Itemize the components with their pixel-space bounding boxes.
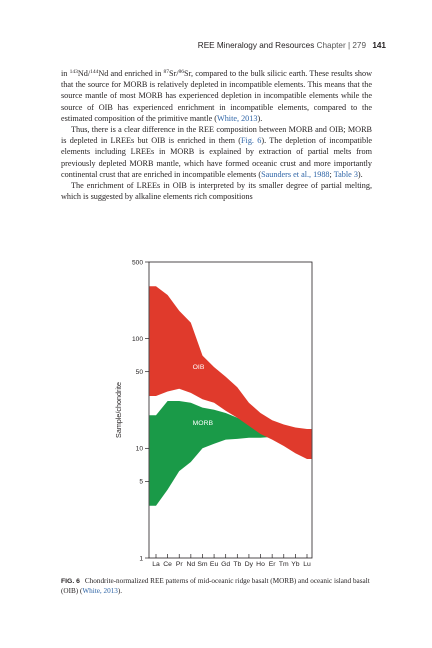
p2-text-d: ). xyxy=(357,169,363,179)
p1-text-d: Sr/ xyxy=(168,69,179,78)
y-tick-label-50: 50 xyxy=(135,368,143,376)
book-title: REE Mineralogy and Resources xyxy=(197,41,315,50)
p1-text-a: in xyxy=(61,69,70,78)
y-tick-label-10: 10 xyxy=(135,445,143,453)
caption-citation-white-2013[interactable]: White, 2013 xyxy=(82,586,118,595)
p1-text-e: Sr, compared to the bulk silicic earth. These results show that the source for MORB is relatively depleted in incompatible elements. This means that the source mantle of most MORB has experienced depletion in incompatible elements while the source of OIB has experienced enrichment in incompatible elements, compared to the estimated composition of the primitive mantle ( xyxy=(61,69,372,123)
x-tick-label-Eu: Eu xyxy=(209,561,219,568)
y-tick-label-1: 1 xyxy=(139,555,143,563)
x-tick-label-Pr: Pr xyxy=(175,561,183,568)
p1-isotope-3: 87 xyxy=(163,69,169,75)
citation-white-2013[interactable]: White, 2013 xyxy=(216,113,258,123)
y-tick-label-100: 100 xyxy=(131,335,143,343)
citation-saunders-1988[interactable]: Saunders et al., 1988 xyxy=(261,169,330,179)
x-tick-label-Lu: Lu xyxy=(303,561,311,568)
p1-text-c: Nd and enriched in xyxy=(98,69,164,78)
y-tick-label-5: 5 xyxy=(139,478,143,486)
page-number: 141 xyxy=(372,41,386,50)
series-band-morb xyxy=(150,401,312,506)
annotation-oib: OIB xyxy=(192,364,205,372)
caption-text-end: ). xyxy=(117,586,123,595)
y-tick-label-500: 500 xyxy=(131,259,143,267)
p1-text-f: ). xyxy=(257,113,263,123)
x-tick-label-Gd: Gd xyxy=(221,561,231,568)
x-tick-label-Dy: Dy xyxy=(244,561,254,568)
link-table-3[interactable]: Table 3 xyxy=(333,169,358,179)
x-tick-label-Sm: Sm xyxy=(197,561,208,568)
p2-text-c: ; xyxy=(329,169,334,179)
p2-text-b: ). The depletion of incompatible elements including LREEs in MORB is explained by extraction of partial melts from previously depleted MORB mantle, which have formed oceanic crust and more importantly continental crust that are enriched in incompatible elements ( xyxy=(61,136,372,179)
link-fig-6[interactable]: Fig. 6 xyxy=(240,136,262,146)
p1-isotope-1: 143 xyxy=(69,69,78,75)
y-axis-label: Sample/chondrite xyxy=(114,382,123,438)
p1-isotope-4: 86 xyxy=(178,69,185,75)
x-tick-label-La: La xyxy=(152,561,160,568)
figure-caption xyxy=(61,577,372,596)
x-tick-label-Ho: Ho xyxy=(256,561,265,568)
figure-label: FIG. 6 xyxy=(61,578,80,585)
p1-isotope-2: 144 xyxy=(90,69,99,75)
x-tick-label-Er: Er xyxy=(268,561,276,568)
p1-text-b: Nd/ xyxy=(77,69,91,78)
x-tick-label-Yb: Yb xyxy=(291,561,300,568)
x-tick-label-Tm: Tm xyxy=(278,561,289,568)
chapter-label: Chapter | 279 xyxy=(316,41,367,50)
x-tick-label-Tb: Tb xyxy=(233,561,242,568)
x-tick-label-Nd: Nd xyxy=(186,561,196,568)
x-tick-label-Ce: Ce xyxy=(163,561,172,568)
p2-text-a: Thus, there is a clear difference in the REE composition between MORB and OIB; MORB is depleted in LREEs but OIB is enriched in them ( xyxy=(61,125,372,146)
paragraph-3: The enrichment of LREEs in OIB is interpreted by its smaller degree of partial melting, which is suggested by alkaline elements rich compositions xyxy=(61,181,372,202)
annotation-morb: MORB xyxy=(192,420,214,428)
caption-text: Chondrite-normalized REE patterns of mid-oceanic ridge basalt (MORB) and oceanic island basalt (OIB) ( xyxy=(61,577,370,595)
